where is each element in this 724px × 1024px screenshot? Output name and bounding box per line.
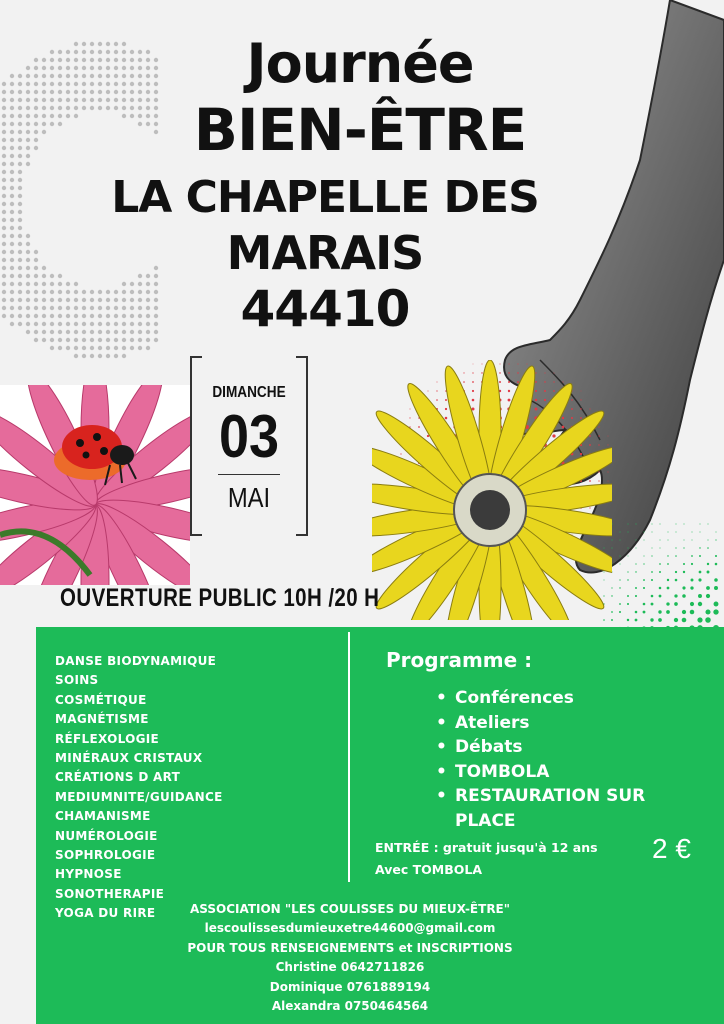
list-item: SONOTHERAPIE: [55, 886, 165, 901]
list-item: MINÉRAUX CRISTAUX: [55, 751, 203, 766]
entry-price: 2 €: [652, 833, 691, 864]
info-heading: POUR TOUS RENSEIGNEMENTS et INSCRIPTIONS: [187, 940, 513, 955]
yellow-flower-image: [372, 360, 612, 620]
list-item: SOINS: [55, 673, 99, 688]
title-line-3: LA CHAPELLE DES: [111, 172, 539, 223]
list-item: RÉFLEXOLOGIE: [55, 731, 160, 746]
opening-hours: OUVERTURE PUBLIC 10H /20 H: [60, 584, 380, 612]
title-line-4: MARAIS: [226, 226, 424, 280]
green-dots-decoration: [600, 520, 724, 630]
list-item: YOGA DU RIRE: [55, 906, 156, 921]
list-item: CRÉATIONS D ART: [55, 770, 181, 785]
entry-tombola: Avec TOMBOLA: [375, 862, 483, 877]
list-item: SOPHROLOGIE: [55, 848, 156, 863]
contact-phone: Christine 0642711826: [275, 960, 425, 975]
email-address: lescoulissesdumieuxetre44600@gmail.com: [204, 921, 496, 936]
list-item: HYPNOSE: [55, 867, 122, 882]
list-item: NUMÉROLOGIE: [55, 828, 158, 843]
panel-divider: [348, 632, 350, 882]
association-name: ASSOCIATION "LES COULISSES DU MIEUX-ÊTRE": [189, 902, 511, 916]
list-item: CHAMANISME: [55, 809, 151, 824]
programme-title: Programme :: [386, 648, 533, 672]
list-item: COSMÉTIQUE: [55, 692, 147, 707]
contact-phone: Alexandra 0750464564: [271, 999, 429, 1014]
title-line-1: Journée: [246, 32, 474, 95]
title-line-2: BIEN-ÊTRE: [193, 96, 527, 164]
title-line-5: 44410: [240, 280, 410, 338]
date-number: 03: [218, 403, 280, 470]
date-day: DIMANCHE: [212, 384, 286, 401]
activities-list: [55, 652, 223, 924]
date-box: [190, 356, 308, 532]
programme-item: • Débats: [436, 735, 676, 760]
programme-item: • Conférences: [436, 686, 676, 711]
programme-item: • RESTAURATION SUR PLACE: [436, 784, 676, 833]
ladybug-flower-image: [0, 385, 190, 585]
date-divider: [218, 474, 280, 475]
programme-item: • TOMBOLA: [436, 760, 676, 785]
list-item: DANSE BIODYNAMIQUE: [55, 654, 217, 668]
contact-phone: Dominique 0761889194: [269, 979, 431, 994]
entry-info: ENTRÉE : gratuit jusqu'à 12 ans: [375, 840, 598, 855]
programme-list: [436, 686, 676, 833]
list-item: MAGNÉTISME: [55, 712, 149, 727]
contacts-block: [150, 900, 550, 1016]
date-month: MAI: [227, 482, 271, 513]
programme-item: • Ateliers: [436, 711, 676, 736]
list-item: MEDIUMNITE/GUIDANCE: [55, 789, 223, 804]
